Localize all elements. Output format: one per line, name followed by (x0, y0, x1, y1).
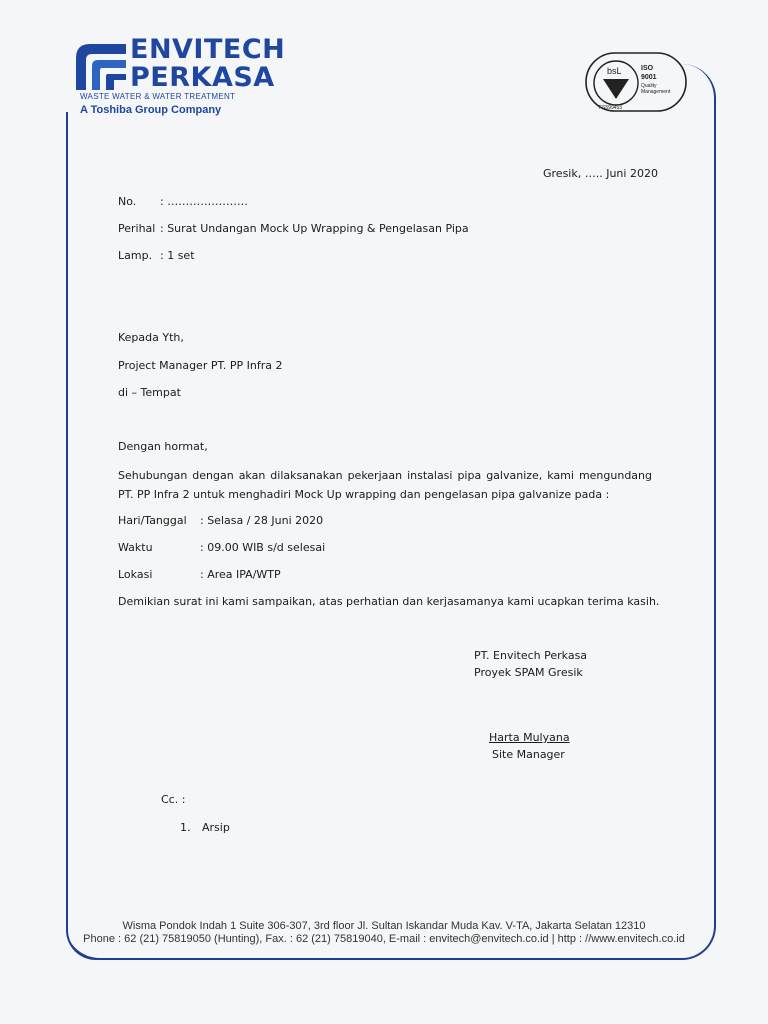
company-tagline: A Toshiba Group Company (80, 104, 222, 116)
badge-quality-text: Quality (641, 83, 657, 89)
detail-value-time: : 09.00 WIB s/d selesai (200, 541, 326, 554)
detail-value-location: : Area IPA/WTP (200, 568, 281, 581)
cc-item-number: 1. (180, 821, 191, 834)
cc-label: Cc. : (161, 793, 186, 806)
lamp-label: Lamp. (118, 249, 153, 262)
badge-cert-number: FS599453 (599, 105, 623, 111)
salutation: Dengan hormat, (118, 440, 208, 453)
no-value: : …………………. (160, 195, 248, 208)
place-date: Gresik, ….. Juni 2020 (543, 167, 658, 180)
perihal-label: Perihal (118, 222, 156, 235)
company-name-line2: PERKASA (130, 62, 275, 93)
recipient-greeting: Kepada Yth, (118, 331, 184, 344)
badge-number-text: 9001 (641, 74, 657, 81)
footer-address: Wisma Pondok Indah 1 Suite 306-307, 3rd floor Jl. Sultan Iskandar Muda Kav. V-TA, Jakarta Selatan 12310 (122, 920, 646, 932)
badge-iso-text: ISO (641, 65, 654, 72)
recipient-place: di – Tempat (118, 386, 181, 399)
footer-contact: Phone : 62 (21) 75819050 (Hunting), Fax. : 62 (21) 75819040, E-mail : envitech@envitech.co.id | http : //www.envitech.co.id (83, 933, 685, 945)
sender-project: Proyek SPAM Gresik (474, 666, 583, 679)
sender-company: PT. Envitech Perkasa (474, 649, 588, 662)
body-paragraph: Sehubungan dengan akan dilaksanakan pekerjaan instalasi pipa galvanize, kami mengundang PT. PP Infra 2 untuk menghadiri Mock Up wrapping dan pengelasan pipa galvanize pada : (118, 469, 652, 501)
cc-item: Arsip (202, 821, 230, 834)
detail-label-time: Waktu (118, 541, 153, 554)
signer-name: Harta Mulyana (489, 731, 570, 744)
badge-management-text: Management (641, 89, 671, 95)
lamp-value: : 1 set (160, 249, 195, 262)
company-name-line1: ENVITECH (130, 34, 286, 65)
detail-label-location: Lokasi (118, 568, 153, 581)
recipient-name: Project Manager PT. PP Infra 2 (118, 359, 283, 372)
closing-sentence: Demikian surat ini kami sampaikan, atas perhatian dan kerjasamanya kami ucapkan terima kasih. (118, 595, 660, 608)
company-subtitle: WASTE WATER & WATER TREATMENT (80, 92, 236, 101)
page-border-left (66, 112, 68, 922)
badge-bsl-text: bsL (607, 66, 622, 76)
detail-value-date: : Selasa / 28 Juni 2020 (200, 514, 324, 527)
detail-label-date: Hari/Tanggal (118, 514, 187, 527)
signer-title: Site Manager (492, 748, 565, 761)
perihal-value: : Surat Undangan Mock Up Wrapping & Pengelasan Pipa (160, 222, 469, 235)
no-label: No. (118, 195, 137, 208)
